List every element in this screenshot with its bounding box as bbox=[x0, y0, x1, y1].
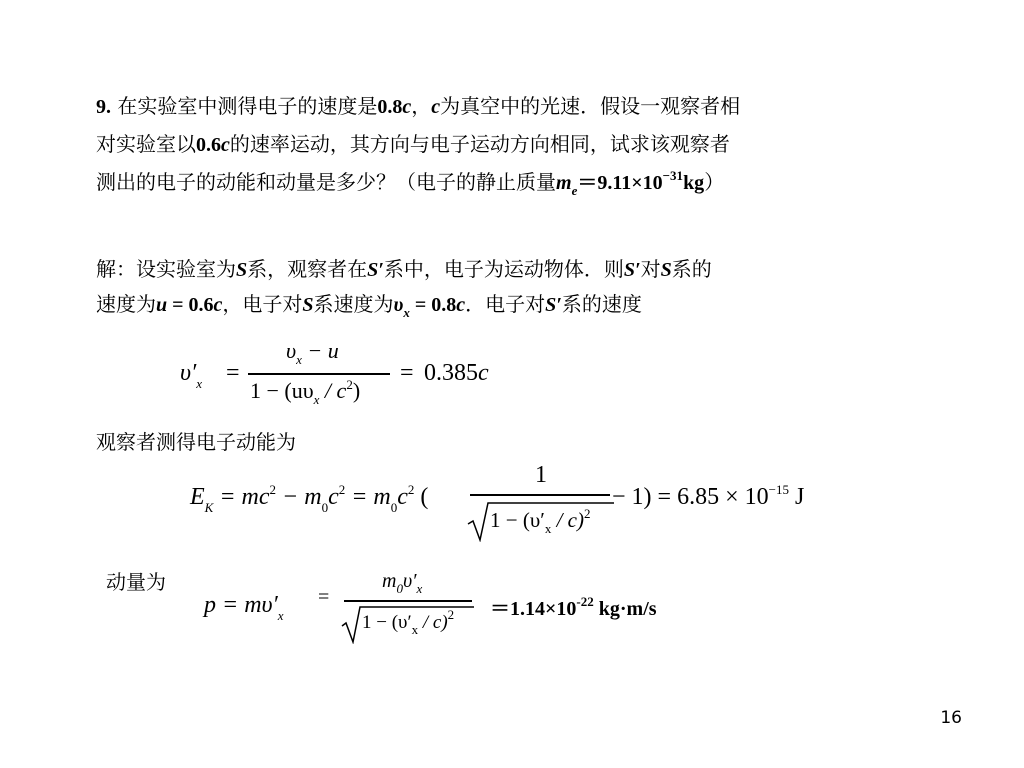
symbol: E bbox=[190, 484, 205, 510]
symbol: c bbox=[431, 96, 441, 118]
symbol: υ bbox=[393, 294, 404, 316]
unit: kg bbox=[683, 172, 705, 194]
symbol: c bbox=[213, 294, 223, 316]
problem-line-3 bbox=[96, 164, 740, 203]
unit: kg·m/s bbox=[593, 598, 657, 620]
symbol: S bbox=[302, 294, 314, 316]
subscript: x bbox=[416, 581, 423, 596]
eq3-lhs bbox=[204, 592, 284, 623]
expr: − 1) = 6.85 × 10 bbox=[612, 484, 769, 510]
text: ，电子对 bbox=[222, 292, 303, 316]
eq1-denominator bbox=[250, 377, 361, 407]
value: 0.8 bbox=[377, 96, 403, 118]
solution-line-2 bbox=[96, 287, 712, 324]
text: 解：设实验室为 bbox=[96, 257, 236, 281]
expr: p = mυ′ bbox=[204, 592, 278, 618]
superscript: 2 bbox=[338, 482, 346, 497]
subscript: 0 bbox=[390, 500, 398, 515]
value: 0.6 bbox=[196, 134, 221, 156]
symbol: m bbox=[382, 570, 397, 592]
subscript: x bbox=[403, 305, 410, 320]
superscript: 2 bbox=[269, 482, 277, 497]
expr: 1 − (υ′ bbox=[490, 508, 545, 532]
solution-line-1 bbox=[96, 252, 712, 287]
expr: ( bbox=[414, 484, 429, 510]
eq2-fraction-bar bbox=[470, 494, 610, 496]
subscript: x bbox=[277, 608, 284, 623]
value: ＝9.11×10 bbox=[577, 172, 663, 194]
symbol: c bbox=[328, 484, 339, 510]
eq3-fraction-bar bbox=[344, 600, 472, 602]
expr: = m bbox=[345, 484, 391, 510]
equals-sign: = bbox=[400, 360, 414, 386]
text: 的速率运动，其方向与电子运动方向相同，试求该观察者 bbox=[229, 132, 730, 156]
subscript: K bbox=[204, 500, 214, 515]
solution-text bbox=[96, 252, 712, 324]
text: ．电子对 bbox=[465, 292, 546, 316]
eq3-radicand bbox=[362, 607, 455, 637]
page-number: 16 bbox=[940, 708, 962, 728]
text: 系中，电子为运动物体．则 bbox=[383, 257, 624, 281]
eq1-result bbox=[424, 360, 489, 387]
symbol: S bbox=[236, 259, 248, 281]
symbol: c bbox=[221, 134, 230, 156]
symbol: S′ bbox=[367, 259, 384, 281]
symbol: c bbox=[456, 294, 466, 316]
subscript: x bbox=[411, 622, 419, 637]
problem-statement bbox=[96, 88, 740, 203]
symbol: c bbox=[397, 484, 408, 510]
eq3-numerator bbox=[382, 570, 423, 596]
value: 0.385 bbox=[424, 360, 478, 386]
text: ， bbox=[411, 94, 432, 118]
subscript: e bbox=[571, 183, 578, 198]
expr: = mc bbox=[213, 484, 270, 510]
expr: 1 − (υ′ bbox=[362, 612, 412, 633]
subscript: x bbox=[313, 392, 320, 407]
text: ） bbox=[704, 170, 725, 194]
expr: / c bbox=[319, 378, 347, 403]
lhs: υ′ bbox=[180, 360, 197, 386]
eq3-result bbox=[490, 592, 657, 621]
momentum-label: 动量为 bbox=[106, 570, 166, 594]
expr: − u bbox=[301, 338, 339, 363]
subscript: x bbox=[196, 376, 203, 391]
problem-line-1 bbox=[96, 88, 740, 126]
eq2-lhs bbox=[190, 482, 429, 515]
text: 对 bbox=[640, 257, 661, 281]
symbol: c bbox=[402, 96, 412, 118]
symbol: c bbox=[478, 360, 489, 386]
equals-sign: = bbox=[226, 360, 240, 386]
superscript: 2 bbox=[447, 607, 455, 622]
text: 对实验室以 bbox=[96, 132, 196, 156]
text: 系，观察者在 bbox=[247, 257, 368, 281]
eq1-lhs bbox=[180, 360, 203, 391]
eq2-result bbox=[612, 484, 804, 511]
symbol: u bbox=[156, 294, 168, 316]
text: 在实验室中测得电子的速度是 bbox=[111, 94, 378, 118]
text: 测出的电子的动能和动量是多少？（电子的静止质量 bbox=[96, 170, 556, 194]
eq2-radicand bbox=[490, 506, 591, 536]
exponent: -22 bbox=[576, 594, 594, 609]
text: 速度为 bbox=[96, 292, 156, 316]
expr: / c) bbox=[418, 612, 448, 633]
symbol: S′ bbox=[623, 259, 641, 281]
exponent: −31 bbox=[662, 168, 684, 183]
symbol: S′ bbox=[545, 294, 562, 316]
eq1-numerator bbox=[286, 338, 339, 367]
text: 系速度为 bbox=[313, 292, 394, 316]
equals-sign: = bbox=[318, 586, 330, 608]
subscript: x bbox=[544, 521, 552, 536]
kinetic-energy-label: 观察者测得电子动能为 bbox=[96, 430, 296, 454]
symbol: υ bbox=[286, 338, 297, 363]
exponent: −15 bbox=[768, 482, 789, 497]
expr: ) bbox=[352, 378, 361, 403]
symbol: S bbox=[660, 259, 672, 281]
expr: 1 − (uυ bbox=[250, 378, 314, 403]
superscript: 2 bbox=[407, 482, 415, 497]
text: 系的速度 bbox=[561, 292, 642, 316]
eq2-numerator: 1 bbox=[535, 462, 547, 488]
subscript: 0 bbox=[396, 581, 403, 596]
superscript: 2 bbox=[346, 377, 353, 392]
superscript: 2 bbox=[583, 506, 591, 521]
problem-number: 9. bbox=[96, 96, 111, 118]
unit: J bbox=[788, 484, 805, 510]
eq1-fraction-bar bbox=[248, 373, 390, 375]
problem-line-2 bbox=[96, 126, 740, 164]
value: = 0.6 bbox=[167, 294, 214, 316]
symbol: m bbox=[556, 172, 572, 194]
value: ＝1.14×10 bbox=[490, 598, 577, 620]
expr: − m bbox=[276, 484, 322, 510]
text: 系的 bbox=[671, 257, 712, 281]
expr: / c) bbox=[551, 508, 584, 532]
subscript: x bbox=[296, 352, 302, 367]
symbol: υ′ bbox=[402, 570, 417, 592]
value: = 0.8 bbox=[409, 294, 457, 316]
text: 为真空中的光速．假设一观察者相 bbox=[440, 94, 741, 118]
subscript: 0 bbox=[321, 500, 329, 515]
